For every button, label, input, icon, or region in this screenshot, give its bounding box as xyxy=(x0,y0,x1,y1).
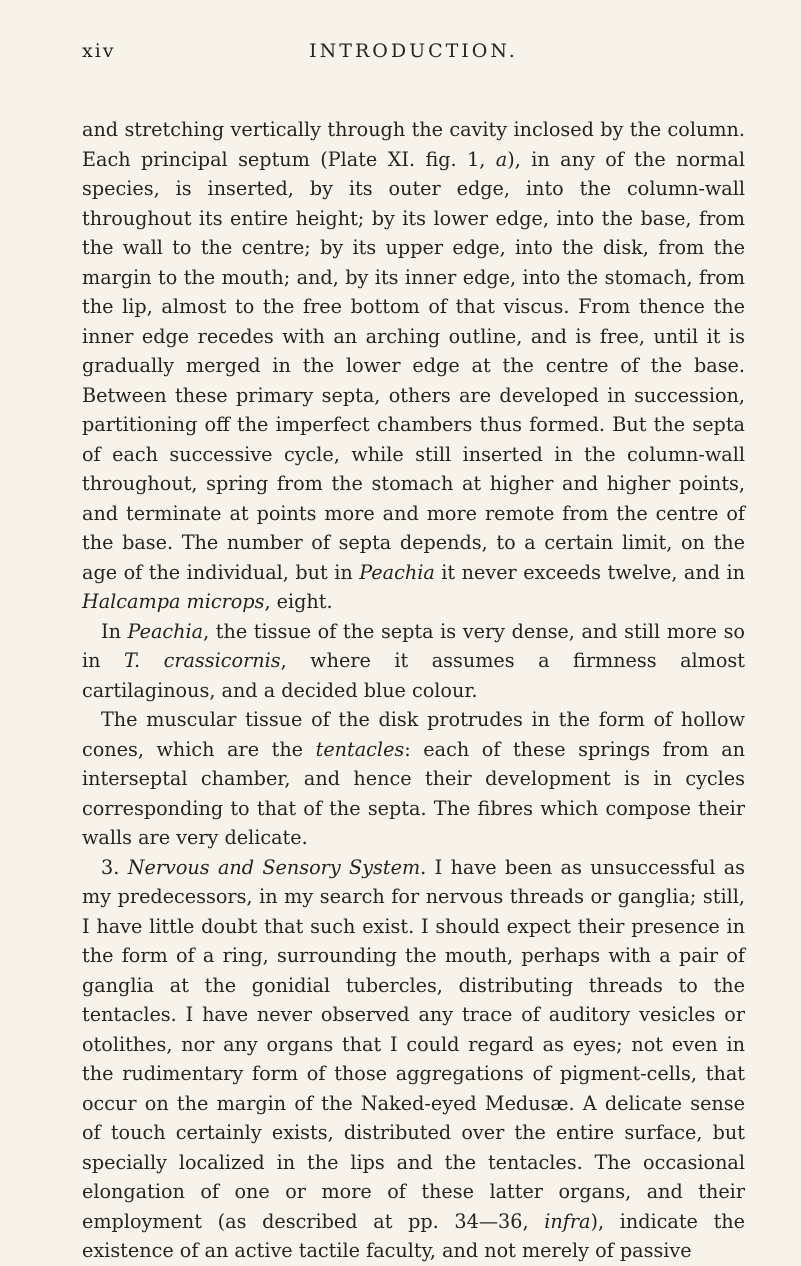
text-run: Halcampa microps xyxy=(82,590,265,613)
running-head xyxy=(82,40,745,72)
text-run: tentacles xyxy=(315,737,405,761)
text-run: Peachia xyxy=(127,619,204,643)
text-run: ), indicate the existence of an active tactile faculty, and not merely of passive xyxy=(82,1209,745,1262)
text-run: a xyxy=(495,147,508,171)
text-run: : each of these springs from an interseptal chamber, and hence their development is in cycles corresponding to that of the septa. The fibres which compose their walls are very delicate. xyxy=(82,737,746,849)
page-number: xiv xyxy=(82,40,116,62)
paragraph-tentacles xyxy=(82,705,745,853)
text-run: infra xyxy=(544,1209,591,1233)
text-run: The muscular tissue of the disk protrudes in the form of hollow cones, which are the xyxy=(82,708,745,761)
text-run: , eight. xyxy=(264,590,333,613)
text-run: it never exceeds twelve, and in xyxy=(434,560,745,584)
text-run: Peachia xyxy=(359,560,435,584)
text-run: 3. xyxy=(101,855,128,879)
text-run: . I have been as unsuccessful as my predecessors, in my search for nervous threads or ganglia; still, I have little doubt that such exist. I should expect their presence in the form of a ring, surrounding the mouth, perhaps with a pair of ganglia at the gonidial tubercles, distributing threads to the tentacles. I have never observed any trace of auditory vesicles or otolithes, nor any organs that I could regard as eyes; not even in the rudimentary form of those aggregations of pigment-cells, that occur on the margin of the Naked-eyed Medusæ. A delicate sense of touch certainly exists, distributed over the entire surface, but specially localized in the lips and the tentacles. The occasional elongation of one or more of these latter organs, and their employment (as described at pp. 34—36, xyxy=(82,855,746,1233)
paragraph-septa-tissue xyxy=(82,617,745,706)
text-run: , the tissue of the septa is very dense, and still more so in xyxy=(82,619,745,672)
body-text xyxy=(82,115,745,1266)
text-run: In xyxy=(101,619,128,643)
text-run: ), in any of the normal species, is inserted, by its outer edge, into the column-wall throughout its entire height; by its lower edge, into the base, from the wall to the centre; by its upper edge, into the disk, from the margin to the mouth; and, by its inner edge, into the stomach, from the lip, almost to the free bottom of that viscus. From thence the inner edge recedes with an arching outline, and is free, until it is gradually merged in the lower edge at the centre of the base. Between these primary septa, others are developed in succession, partitioning off the imperfect chambers thus formed. But the septa of each successive cycle, while still inserted in the column-wall throughout, spring from the stomach at higher and higher points, and terminate at points more and more remote from the centre of the base. The number of septa depends, to a certain limit, on the age of the individual, but in xyxy=(82,147,745,584)
running-title: INTRODUCTION. xyxy=(309,40,518,62)
paragraph-septa xyxy=(82,115,745,617)
text-run: Nervous and Sensory System xyxy=(127,855,421,879)
text-run: and stretching vertically through the cavity inclosed by the column. Each principal septum (Plate XI. fig. 1, xyxy=(82,118,745,171)
text-run: , where it assumes a firmness almost cartilaginous, and a decided blue colour. xyxy=(82,649,745,702)
text-run: T. crassicornis xyxy=(124,649,281,672)
paragraph-nervous-system xyxy=(82,853,745,1266)
